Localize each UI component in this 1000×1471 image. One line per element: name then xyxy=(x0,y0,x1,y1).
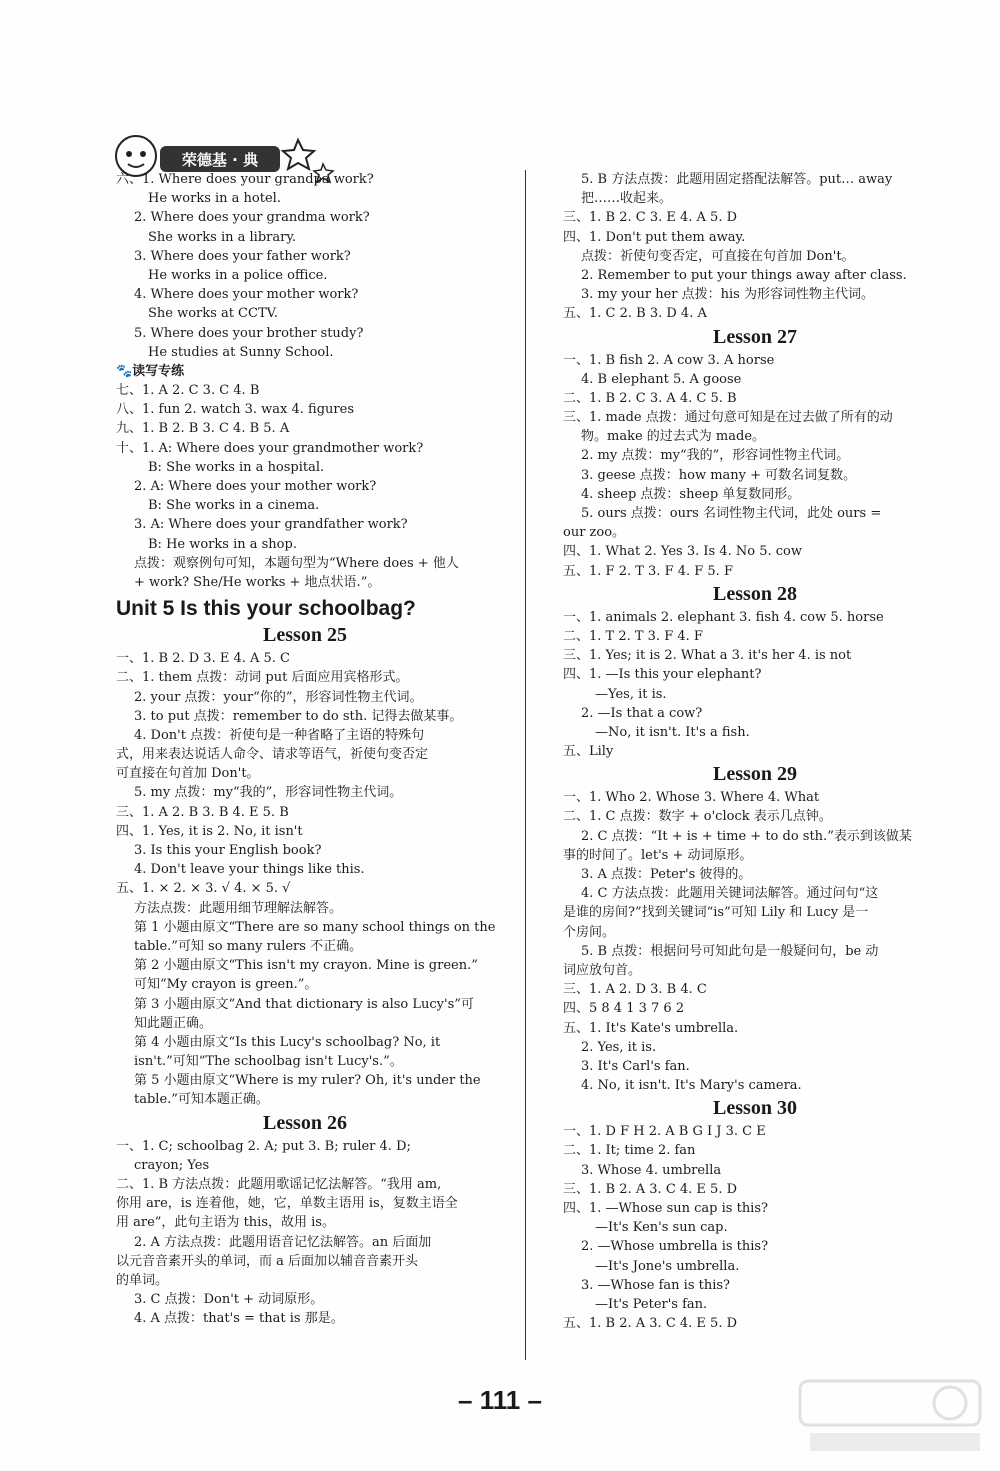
section-heading: 🐾读写专练 xyxy=(116,363,185,379)
answer-line: —It's Ken's sun cap. xyxy=(595,1220,728,1236)
answer-line: 一、1. C; schoolbag 2. A; put 3. B; ruler 4. D; xyxy=(116,1138,411,1154)
answer-line: 四、1. —Is this your elephant? xyxy=(563,667,762,683)
answer-line: 第 3 小题由原文“And that dictionary is also Lucy's”可 xyxy=(134,996,474,1012)
answer-line: 5. Where does your brother study? xyxy=(134,325,364,341)
lesson-heading: Lesson 26 xyxy=(263,1111,347,1134)
answer-line: 4. No, it isn't. It's Mary's camera. xyxy=(581,1078,802,1094)
answer-line: 4. Don't leave your things like this. xyxy=(134,862,365,878)
answer-line: 二、1. T 2. T 3. F 4. F xyxy=(563,628,703,644)
answer-line: 5. B 方法点拨：此题用固定搭配法解答。put… away xyxy=(581,172,893,187)
answer-line: 可直接在句首加 Don't。 xyxy=(116,766,260,782)
answer-line: 物。make 的过去式为 made。 xyxy=(581,429,766,445)
answer-line: 个房间。 xyxy=(563,924,616,940)
answer-line: 五、1. F 2. T 3. F 4. F 5. F xyxy=(563,563,733,579)
answer-line: 3. Whose 4. umbrella xyxy=(581,1162,722,1178)
answer-line: 四、1. Yes, it is 2. No, it isn't xyxy=(116,823,303,839)
answer-line: —It's Peter's fan. xyxy=(595,1296,708,1312)
answer-line: 2. Yes, it is. xyxy=(581,1039,657,1055)
answer-line: 5. my 点拨：my“我的”，形容词性物主代词。 xyxy=(134,785,403,801)
answer-line: 三、1. A 2. D 3. B 4. C xyxy=(563,982,707,998)
answer-line: She works in a library. xyxy=(148,229,297,245)
answer-line: 知此题正确。 xyxy=(134,1015,213,1031)
answer-line: 二、1. C 点拨：数字 + o'clock 表示几点钟。 xyxy=(563,809,832,825)
answer-line: 3. Is this your English book? xyxy=(134,843,322,858)
answer-line: 四、1. What 2. Yes 3. Is 4. No 5. cow xyxy=(563,544,802,560)
answer-line: 3. my your her 点拨：his 为形容词性物主代词。 xyxy=(581,287,874,303)
answer-line: 一、1. animals 2. elephant 3. fish 4. cow 5. horse xyxy=(563,609,884,625)
answer-line: 3. C 点拨：Don't + 动词原形。 xyxy=(134,1292,324,1308)
watermark-logo xyxy=(790,1371,990,1461)
answer-line: 方法点拨：此题用细节理解法解答。 xyxy=(134,900,343,916)
answer-line: 4. A 点拨：that's = that is 那是。 xyxy=(134,1311,344,1327)
answer-line: 四、1. —Whose sun cap is this? xyxy=(563,1201,768,1216)
answer-line: 八、1. fun 2. watch 3. wax 4. figures xyxy=(116,402,355,418)
answer-line: 3. A: Where does your grandfather work? xyxy=(134,517,408,533)
answer-line: 六、1. Where does your grandpa work? xyxy=(116,172,374,187)
answer-line: 五、1. It's Kate's umbrella. xyxy=(563,1020,739,1036)
answer-line: isn't.”可知“The schoolbag isn't Lucy's.”。 xyxy=(134,1054,403,1070)
page-number: – 111 – xyxy=(458,1385,542,1415)
answer-line: table.”可知 so many rulers 不正确。 xyxy=(134,938,363,954)
answer-line: B: She works in a cinema. xyxy=(148,498,320,514)
lesson-heading: Lesson 30 xyxy=(713,1097,797,1120)
answer-line: 可知“My crayon is green.”。 xyxy=(134,977,318,993)
answer-line: 3. A 点拨：Peter's 彼得的。 xyxy=(581,867,752,882)
answer-line: 四、1. Don't put them away. xyxy=(563,229,746,245)
answer-line: 九、1. B 2. B 3. C 4. B 5. A xyxy=(116,421,290,437)
answer-line: 4. C 方法点拨：此题用关键词法解答。通过问句“这 xyxy=(581,886,879,902)
lesson-heading: Lesson 27 xyxy=(713,325,797,348)
answer-line: 三、1. B 2. A 3. C 4. E 5. D xyxy=(563,1181,738,1197)
answer-line: 二、1. It; time 2. fan xyxy=(563,1143,696,1159)
answer-line: 你用 are，is 连着他，她，它，单数主语用 is，复数主语全 xyxy=(116,1196,458,1212)
answer-line: B: He works in a shop. xyxy=(148,536,297,552)
lesson-heading: Lesson 29 xyxy=(713,763,797,786)
answer-line: 4. B elephant 5. A goose xyxy=(581,371,742,387)
answer-line: 三、1. B 2. C 3. E 4. A 5. D xyxy=(563,210,738,226)
answer-line: 5. ours 点拨：ours 名词性物主代词，此处 ours = xyxy=(581,506,882,521)
answer-line: 五、Lily xyxy=(563,744,614,760)
answer-line: 四、5 8 4 1 3 7 6 2 xyxy=(563,1001,685,1017)
answer-line: —It's Jone's umbrella. xyxy=(595,1258,740,1274)
answer-line: 用 are”，此句主语为 this，故用 is。 xyxy=(116,1215,335,1231)
answer-line: 三、1. Yes; it is 2. What a 3. it's her 4. is not xyxy=(563,648,852,664)
answer-line: 五、1. B 2. A 3. C 4. E 5. D xyxy=(563,1316,738,1332)
answer-line: 点拨：祈使句变否定，可直接在句首加 Don't。 xyxy=(581,248,855,264)
answer-line: 一、1. B 2. D 3. E 4. A 5. C xyxy=(116,651,291,667)
answer-line: crayon; Yes xyxy=(134,1157,210,1173)
answer-line: 五、1. × 2. × 3. √ 4. × 5. √ xyxy=(116,881,291,897)
answer-line: 第 4 小题由原文“Is this Lucy's schoolbag? No, it xyxy=(134,1034,441,1050)
lesson-heading: Lesson 28 xyxy=(713,582,797,605)
answer-line: 式，用来表达说话人命令、请求等语气，祈使句变否定 xyxy=(116,747,429,763)
answer-line: He works in a hotel. xyxy=(148,191,281,207)
answer-line: 点拨：观察例句可知，本题句型为“Where does + 他人 xyxy=(134,555,459,571)
column-divider xyxy=(525,170,526,1360)
answer-line: 以元音音素开头的单词，而 a 后面加以辅音音素开头 xyxy=(116,1253,419,1269)
answer-line: 二、1. them 点拨：动词 put 后面应用宾格形式。 xyxy=(116,670,409,686)
answer-line: 第 2 小题由原文“This isn't my crayon. Mine is green.” xyxy=(134,958,478,974)
left-column xyxy=(116,170,494,1329)
answer-line: 把……收起来。 xyxy=(581,191,673,207)
answer-line: 2. —Whose umbrella is this? xyxy=(581,1239,769,1255)
answer-line: 4. Where does your mother work? xyxy=(134,287,359,303)
answer-line: 是谁的房间?”找到关键词“is”可知 Lily 和 Lucy 是一 xyxy=(563,905,869,921)
answer-line: 五、1. C 2. B 3. D 4. A xyxy=(563,306,707,322)
unit-heading: Unit 5 Is this your schoolbag? xyxy=(116,597,416,621)
answer-line: He works in a police office. xyxy=(148,267,328,283)
logo-text: 荣德基 · 典 xyxy=(181,151,259,169)
answer-line: 4. Don't 点拨：祈使句是一种省略了主语的特殊句 xyxy=(134,727,425,743)
answer-line: 2. C 点拨：“It + is + time + to do sth.”表示到该做某 xyxy=(581,828,912,844)
answer-line: 5. B 点拨：根据问号可知此句是一般疑问句，be 动 xyxy=(581,943,879,959)
answer-line: 2. my 点拨：my“我的”，形容词性物主代词。 xyxy=(581,448,850,464)
answer-line: —Yes, it is. xyxy=(595,686,667,702)
answer-line: our zoo。 xyxy=(563,525,626,541)
answer-line: 十、1. A: Where does your grandmother work? xyxy=(116,440,424,456)
answer-line: 2. your 点拨：your“你的”，形容词性物主代词。 xyxy=(134,689,423,705)
answer-line: table.”可知本题正确。 xyxy=(134,1092,269,1108)
answer-line: She works at CCTV. xyxy=(148,306,278,322)
answer-line: 一、1. D F H 2. A B G I J 3. C E xyxy=(563,1124,766,1140)
answer-line: 4. sheep 点拨：sheep 单复数同形。 xyxy=(581,486,801,502)
answer-line: 第 1 小题由原文“There are so many school things on the xyxy=(134,919,496,935)
answer-line: 2. A: Where does your mother work? xyxy=(134,479,377,494)
right-column xyxy=(563,170,947,1333)
answer-line: B: She works in a hospital. xyxy=(148,459,325,475)
answer-line: 3. geese 点拨：how many + 可数名词复数。 xyxy=(581,467,857,483)
answer-line: 一、1. Who 2. Whose 3. Where 4. What xyxy=(563,790,820,806)
answer-line: 2. Remember to put your things away after class. xyxy=(581,267,907,283)
answer-line: 七、1. A 2. C 3. C 4. B xyxy=(116,383,260,399)
answer-line: He studies at Sunny School. xyxy=(148,344,334,360)
answer-line: 第 5 小题由原文“Where is my ruler? Oh, it's under the xyxy=(134,1073,481,1089)
answer-line: 一、1. B fish 2. A cow 3. A horse xyxy=(563,352,775,368)
answer-line: 3. —Whose fan is this? xyxy=(581,1277,731,1293)
answer-line: 的单词。 xyxy=(116,1272,169,1288)
answer-line: 3. Where does your father work? xyxy=(134,248,351,264)
answer-line: 二、1. B 2. C 3. A 4. C 5. B xyxy=(563,390,737,406)
answer-line: 词应放句首。 xyxy=(563,962,642,978)
answer-line: 三、1. made 点拨：通过句意可知是在过去做了所有的动 xyxy=(563,410,893,426)
lesson-heading: Lesson 25 xyxy=(263,624,347,647)
answer-line: 2. Where does your grandma work? xyxy=(134,210,370,226)
answer-line: 2. A 方法点拨：此题用语音记忆法解答。an 后面加 xyxy=(134,1234,432,1250)
answer-line: 事的时间了。let's + 动词原形。 xyxy=(563,847,753,863)
answer-line: 3. It's Carl's fan. xyxy=(581,1058,690,1074)
answer-line: 三、1. A 2. B 3. B 4. E 5. B xyxy=(116,804,289,820)
answer-line: 二、1. B 方法点拨：此题用歌谣记忆法解答。“我用 am, xyxy=(116,1177,442,1192)
answer-line: 2. —Is that a cow? xyxy=(581,705,703,721)
answer-line: 3. to put 点拨：remember to do sth. 记得去做某事。 xyxy=(134,708,463,724)
answer-line: + work? She/He works + 地点状语.”。 xyxy=(134,574,381,590)
answer-line: —No, it isn't. It's a fish. xyxy=(595,724,750,740)
